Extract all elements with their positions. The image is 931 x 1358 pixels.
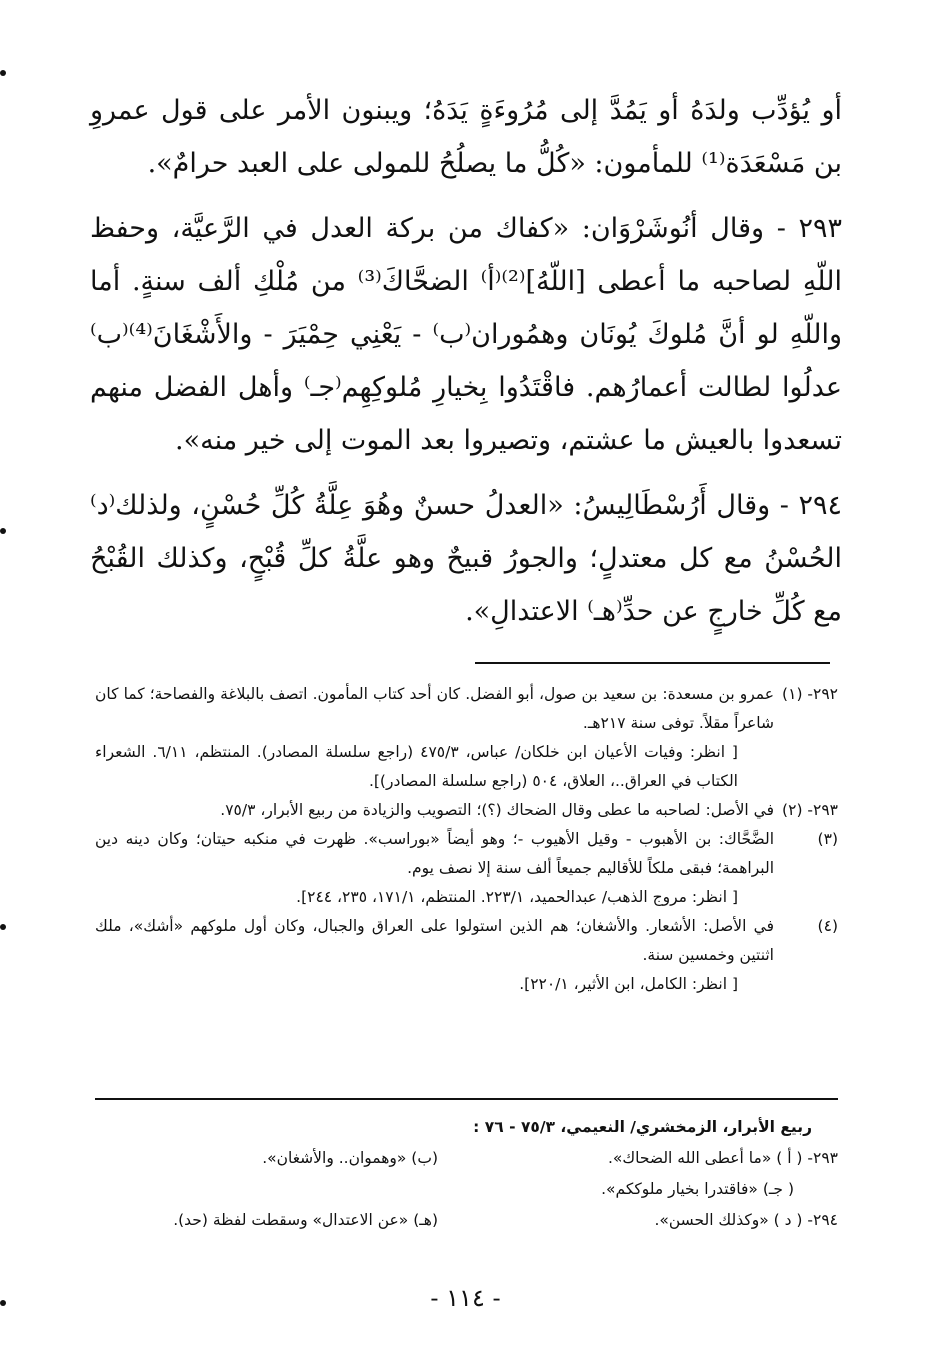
variant-row: ( جـ) «فاقتدرا بخيار ملوككم». (601, 1180, 794, 1198)
scan-mark (0, 70, 6, 76)
variant-row: ٢٩٣- ( أ ) «ما أعطى الله الضحاك». (ب) «وهموان.. والأشغان». (262, 1149, 838, 1167)
footnotes (95, 680, 838, 999)
footnote-number: (٣) (817, 830, 838, 848)
footnote-text: الضَّحَّاك: بن الأهبوب - وقيل الأهيوب -؛ وهو أيضاً «بوراسب». ظهرت في منكبه حيتان؛ وكان دينه دين البراهمة؛ فبقى ملكاً للأقاليم جميعاً ألف سنة إلا نصف يوم. (95, 830, 774, 877)
variant-readings (95, 1112, 838, 1236)
variant-row: ٢٩٤- ( د ) «وكذلك الحسن». (هـ) «عن الاعتدال» وسقطت لفظة (حد). (173, 1211, 838, 1229)
variants-heading: ربيع الأبرار، الزمخشري/ النعيمي، ٧٥/٣ - ٧٦ : (473, 1118, 812, 1136)
footnote-text: عمرو بن مسعدة: بن سعيد بن صول، أبو الفضل. كان أحد كتاب المأمون. اتصف بالبلاغة والفصاحة؛ كما كان شاعراً مقلاً. توفى سنة ٢١٧هـ. (95, 685, 774, 732)
main-paragraph: ٢٩٣ - وقال أنُوشَرْوَان: «كفاك من بركة العدل في الرَّعيَّة، وحفظ اللّهِ لصاحبه ما أعطى [اللّهُ]⁽²⁾⁽أ⁾ الضحَّاكَ⁽³⁾ من مُلْكِ ألف سنةٍ. أما واللّهِ لو أنَّ مُلوكَ يُونَان وهمُوران⁽ب⁾ - يَعْنِي حِمْيَرَ - والأَشْغَانَ⁽⁴⁾⁽ب⁾ عدلُوا لطالت أعمارُهم. فاقْتَدُوا بِخيارِ مُلوكِهِم⁽جـ⁾ وأهل الفضل منهم تسعدوا بالعيش ما عشتم، وتصيروا بعد الموت إلى خير منه». (90, 213, 842, 456)
footnote-text: في الأصل: لصاحبه ما عطى وقال الضحاك (؟)؛ التصويب والزيادة من ربيع الأبرار، ٧٥/٣. (220, 801, 774, 819)
main-text (90, 84, 842, 650)
scan-mark (0, 528, 6, 534)
footnote-number: (٤) (817, 917, 838, 935)
paragraph-number: ٢٩٤ - (770, 490, 842, 521)
footnote-reference: [ انظر: الكامل، ابن الأثير، ٢٢٠/١]. (519, 975, 738, 993)
footnote (95, 912, 838, 970)
paragraph-number: ٢٩٣ - (764, 213, 842, 244)
scan-mark (0, 924, 6, 930)
footnote-text: في الأصل: الأشعار. والأشغان؛ هم الذين استولوا على العراق والجبال، وكان أول ملوكهم «أشك»، ملك اثنتين وخمسين سنة. (95, 917, 774, 964)
footnote-reference: [ انظر: مروج الذهب/ عبدالحميد، ٢٢٣/١. المنتظم، ١٧١/١، ٢٣٥، ٢٤٤]. (296, 888, 738, 906)
footnote-number: ٢٩٣- (٢) (782, 801, 838, 819)
variants-separator (95, 1098, 838, 1100)
main-paragraph: ٢٩٤ - وقال أَرُسْطَالِيسُ: «العدلُ حسنٌ وهُوَ عِلَّةُ كُلِّ حُسْنٍ، ولذلك⁽د⁾ الحُسْنُ مع كل معتدلٍ؛ والجورُ قبيحٌ وهو علَّةُ كلِّ قُبْحٍ، وكذلك القُبْحُ مع كُلِّ خارجٍ عن حدِّ⁽هـ⁾ الاعتدالِ». (90, 490, 842, 627)
footnote-reference: [ انظر: وفيات الأعيان ابن خلكان/ عباس، ٤٧٥/٣ (راجع سلسلة المصادر). المنتظم، ٦/١١. الشعراء الكتاب في العراق..، العلاق، ٥٠٤ (راجع سلسلة المصادر)]. (95, 743, 738, 790)
footnote (95, 796, 838, 825)
footnote (95, 680, 838, 738)
footnote-number: ٢٩٢- (١) (782, 685, 838, 703)
page-number: - ١١٤ - (430, 1284, 501, 1312)
main-paragraph: أو يُؤدِّب ولدَهُ أو يَمُدَّ إلى مُرُوءَةٍ يَدَهُ؛ ويبنون الأمر على قول عمروِ بن مَسْعَدَة⁽¹⁾ للمأمون: «كُلُّ ما يصلُحُ للمولى على العبد حرامٌ». (90, 95, 842, 179)
footnote (95, 825, 838, 883)
footnote-separator (475, 662, 830, 664)
